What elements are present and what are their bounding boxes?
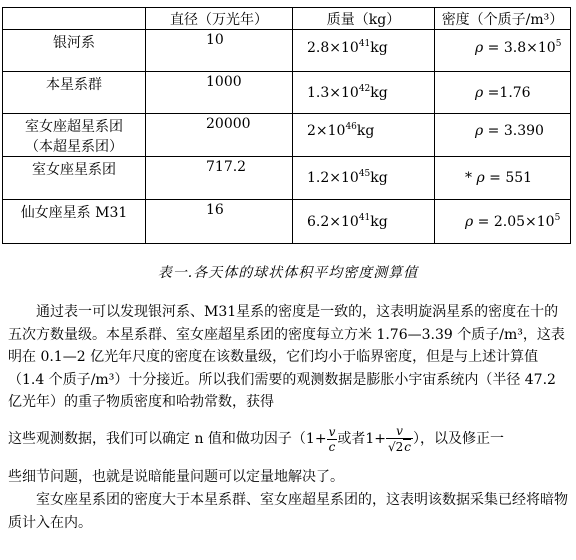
header-density: 密度（个质子/m³） [435,8,571,30]
header-diameter: 直径（万光年） [146,8,293,30]
cell-mass [293,72,435,114]
formula-one-plus: 1+ [305,431,327,447]
table-row [3,200,571,244]
name-line-1: 室女座超星系团 [25,119,123,135]
fraction-den-c: c [328,439,336,454]
fraction-den-sqrt2c [386,439,413,454]
mass-value [307,40,388,56]
mass-unit: kg [370,85,388,101]
density-value [475,85,531,101]
density-number: = 3.8×10 [483,40,556,56]
body-text-1d: 些细节问题，也就是说暗能量问题可以定量地解决了。 [8,469,344,485]
body-text-2: 室女座星系团的密度大于本星系群、室女座超星系团的，这表明该数据采集已经将暗物质计入在内。 [8,492,568,531]
cell-mass [293,157,435,200]
rho-symbol: ρ [475,40,484,56]
diameter-value: 20000 [206,116,251,132]
mass-coefficient: 1.2×10 [307,170,359,186]
density-prefix: * [465,170,477,186]
density-number: =1.76 [483,85,531,101]
table-caption: 表一.各天体的球状体积平均密度测算值 [157,265,419,281]
header-mass: 质量（kg） [293,8,435,30]
mass-exponent: 42 [358,84,371,94]
table-row [3,30,571,72]
mass-exponent: 41 [358,39,371,49]
cell-diameter [146,157,293,200]
cell-mass [293,30,435,72]
mass-value [307,214,388,230]
fraction-v-over-c [327,425,338,454]
body-text-1c: ），以及修正一 [413,431,504,447]
rho-symbol: ρ [475,123,484,139]
cell-diameter [146,200,293,244]
formula-or: 或者 [337,431,366,447]
cell-name [3,114,146,157]
cell-mass [293,200,435,244]
mass-coefficient: 6.2×10 [307,214,359,230]
density-exponent: 5 [555,39,562,49]
formula-line [8,424,568,454]
cell-name [3,72,146,114]
density-value [465,214,560,230]
diameter-value: 1000 [206,74,242,90]
table-header-row [3,8,571,30]
density-value [475,40,561,56]
cell-name [3,157,146,200]
mass-coefficient: 1.3×10 [307,85,359,101]
mass-exponent: 45 [358,169,371,179]
density-number: = 551 [484,170,533,186]
cell-density [435,30,571,72]
mass-value [307,85,388,101]
diameter-value: 10 [206,32,224,48]
fraction-v-over-sqrt2c [386,424,413,454]
mass-coefficient: 2×10 [307,123,346,139]
cell-diameter [146,30,293,72]
fraction-num-v2: v [386,424,413,439]
cell-name [3,200,146,244]
density-number: = 3.390 [483,123,544,139]
mass-exponent: 46 [345,122,357,132]
mass-unit: kg [370,214,388,230]
mass-unit: kg [356,123,375,139]
density-value [475,123,544,139]
sqrt-radicand-c: c [404,440,411,454]
rho-symbol: ρ [465,214,474,230]
name-line-1: 室女座星系团 [32,162,116,178]
sqrt-sign: √2 [387,440,404,454]
name-line-1: 本星系群 [46,77,102,93]
name-line-1: 银河系 [53,35,95,51]
mass-exponent: 41 [358,213,371,223]
body-paragraph-2 [8,489,568,534]
diameter-value: 16 [206,202,224,218]
density-value [465,170,532,186]
cell-diameter [146,114,293,157]
cell-name [3,30,146,72]
mass-unit: kg [370,170,388,186]
mass-coefficient: 2.8×10 [307,40,359,56]
fraction-num-v: v [328,424,336,439]
table-row [3,157,571,200]
mass-value [307,170,388,186]
diameter-value: 717.2 [206,159,247,175]
mass-value [307,123,374,139]
name-line-2: （本超星系团） [25,139,123,155]
rho-symbol: ρ [476,170,485,186]
body-paragraph-1 [8,301,568,414]
table-row [3,114,571,157]
cell-density [435,200,571,244]
mass-unit: kg [370,40,388,56]
body-paragraph-1-end [8,466,568,489]
cell-mass [293,114,435,157]
formula-two-plus: 1+ [365,431,386,447]
cell-density [435,114,571,157]
cell-density [435,157,571,200]
cell-diameter [146,72,293,114]
density-table [2,7,571,244]
header-blank [3,8,146,30]
name-line-1: 仙女座星系 M31 [20,205,128,221]
rho-symbol: ρ [475,85,484,101]
density-number: = 2.05×10 [473,214,555,230]
body-text-1a: 通过表一可以发现银河系、M31星系的密度是一致的，这表明旋涡星系的密度在十的五次方数量级。本星系群、室女座超星系团的密度每立方米 1.76—3.39 个质子/m³，这表明在 0.1—2 亿光年尺度的密度在该数量级，它们均小于临界密度，但是与上述计算值（1.4 个质子/m³）十分接近。所以我们需要的观测数据是膨胀小宇宙系统内（半径 47.2 亿光年）的重子物质密度和哈勃常数，获得 [8,304,565,410]
density-exponent: 5 [554,213,561,223]
body-text-1b: 这些观测数据，我们可以确定 n 值和做功因子（ [8,431,306,447]
formula-paragraph [8,424,568,454]
cell-density [435,72,571,114]
table-row [3,72,571,114]
